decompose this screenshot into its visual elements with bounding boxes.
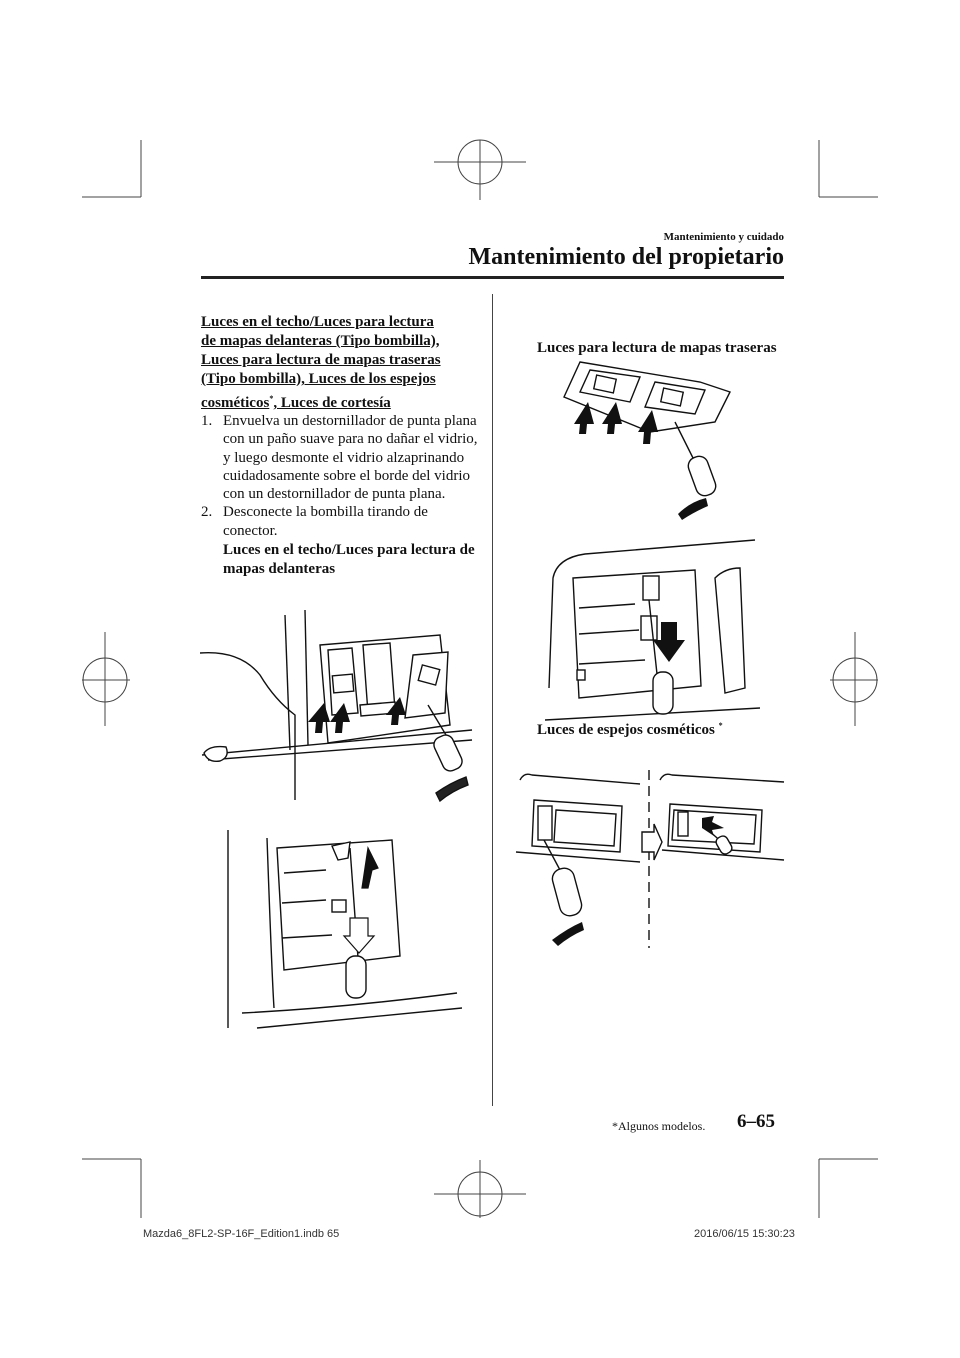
footnote: *Algunos modelos. (612, 1119, 706, 1133)
steps-list (201, 412, 481, 540)
vanity-caption-text: Luces de espejos cosméticos (537, 722, 715, 738)
print-timestamp: 2016/06/15 15:30:23 (694, 1228, 795, 1240)
step-number: 1. (201, 413, 213, 429)
heading-line: Luces para lectura de mapas traseras (201, 352, 441, 368)
vanity-lights-caption (537, 721, 723, 739)
asterisk-mark: * (269, 394, 274, 403)
print-file-info: Mazda6_8FL2-SP-16F_Edition1.indb 65 (143, 1228, 340, 1240)
column-divider (492, 294, 493, 1106)
heading-line: de mapas delanteras (Tipo bombilla), (201, 333, 440, 349)
section-heading (201, 313, 481, 413)
page-title: Mantenimiento del propietario (468, 244, 784, 270)
heading-line: cosméticos (201, 395, 270, 411)
step-number: 2. (201, 504, 213, 521)
step-text: Desconecte la bombilla tirando de conector. (223, 504, 428, 539)
front-bulb-removal-illustration (222, 828, 462, 1033)
section-label: Mantenimiento y cuidado (663, 231, 784, 243)
heading-line: , Luces de cortesía (273, 395, 391, 411)
front-lamp-removal-illustration (200, 605, 475, 805)
vanity-lamp-illustration (512, 770, 787, 950)
heading-line: (Tipo bombilla), Luces de los espejos (201, 371, 436, 387)
header-rule (201, 276, 784, 279)
asterisk-mark: * (718, 721, 723, 730)
step-text: Envuelva un destornillador de punta plana con un paño suave para no dañar el vidrio, y luego desmonte el vidrio alzaprinando cuidadosamente sobre el borde del vidrio con un destornillador de punta plana. (223, 413, 478, 503)
page-number: 6–65 (737, 1111, 775, 1132)
rear-bulb-removal-illustration (545, 538, 760, 728)
rear-lamp-removal-illustration (560, 352, 740, 522)
step-item (201, 412, 481, 503)
front-lights-subheading: Luces en el techo/Luces para lectura de mapas delanteras (223, 542, 475, 577)
heading-line: Luces en el techo/Luces para lectura (201, 314, 434, 330)
step-item (201, 503, 481, 540)
rear-lights-caption: Luces para lectura de mapas traseras (537, 340, 777, 356)
